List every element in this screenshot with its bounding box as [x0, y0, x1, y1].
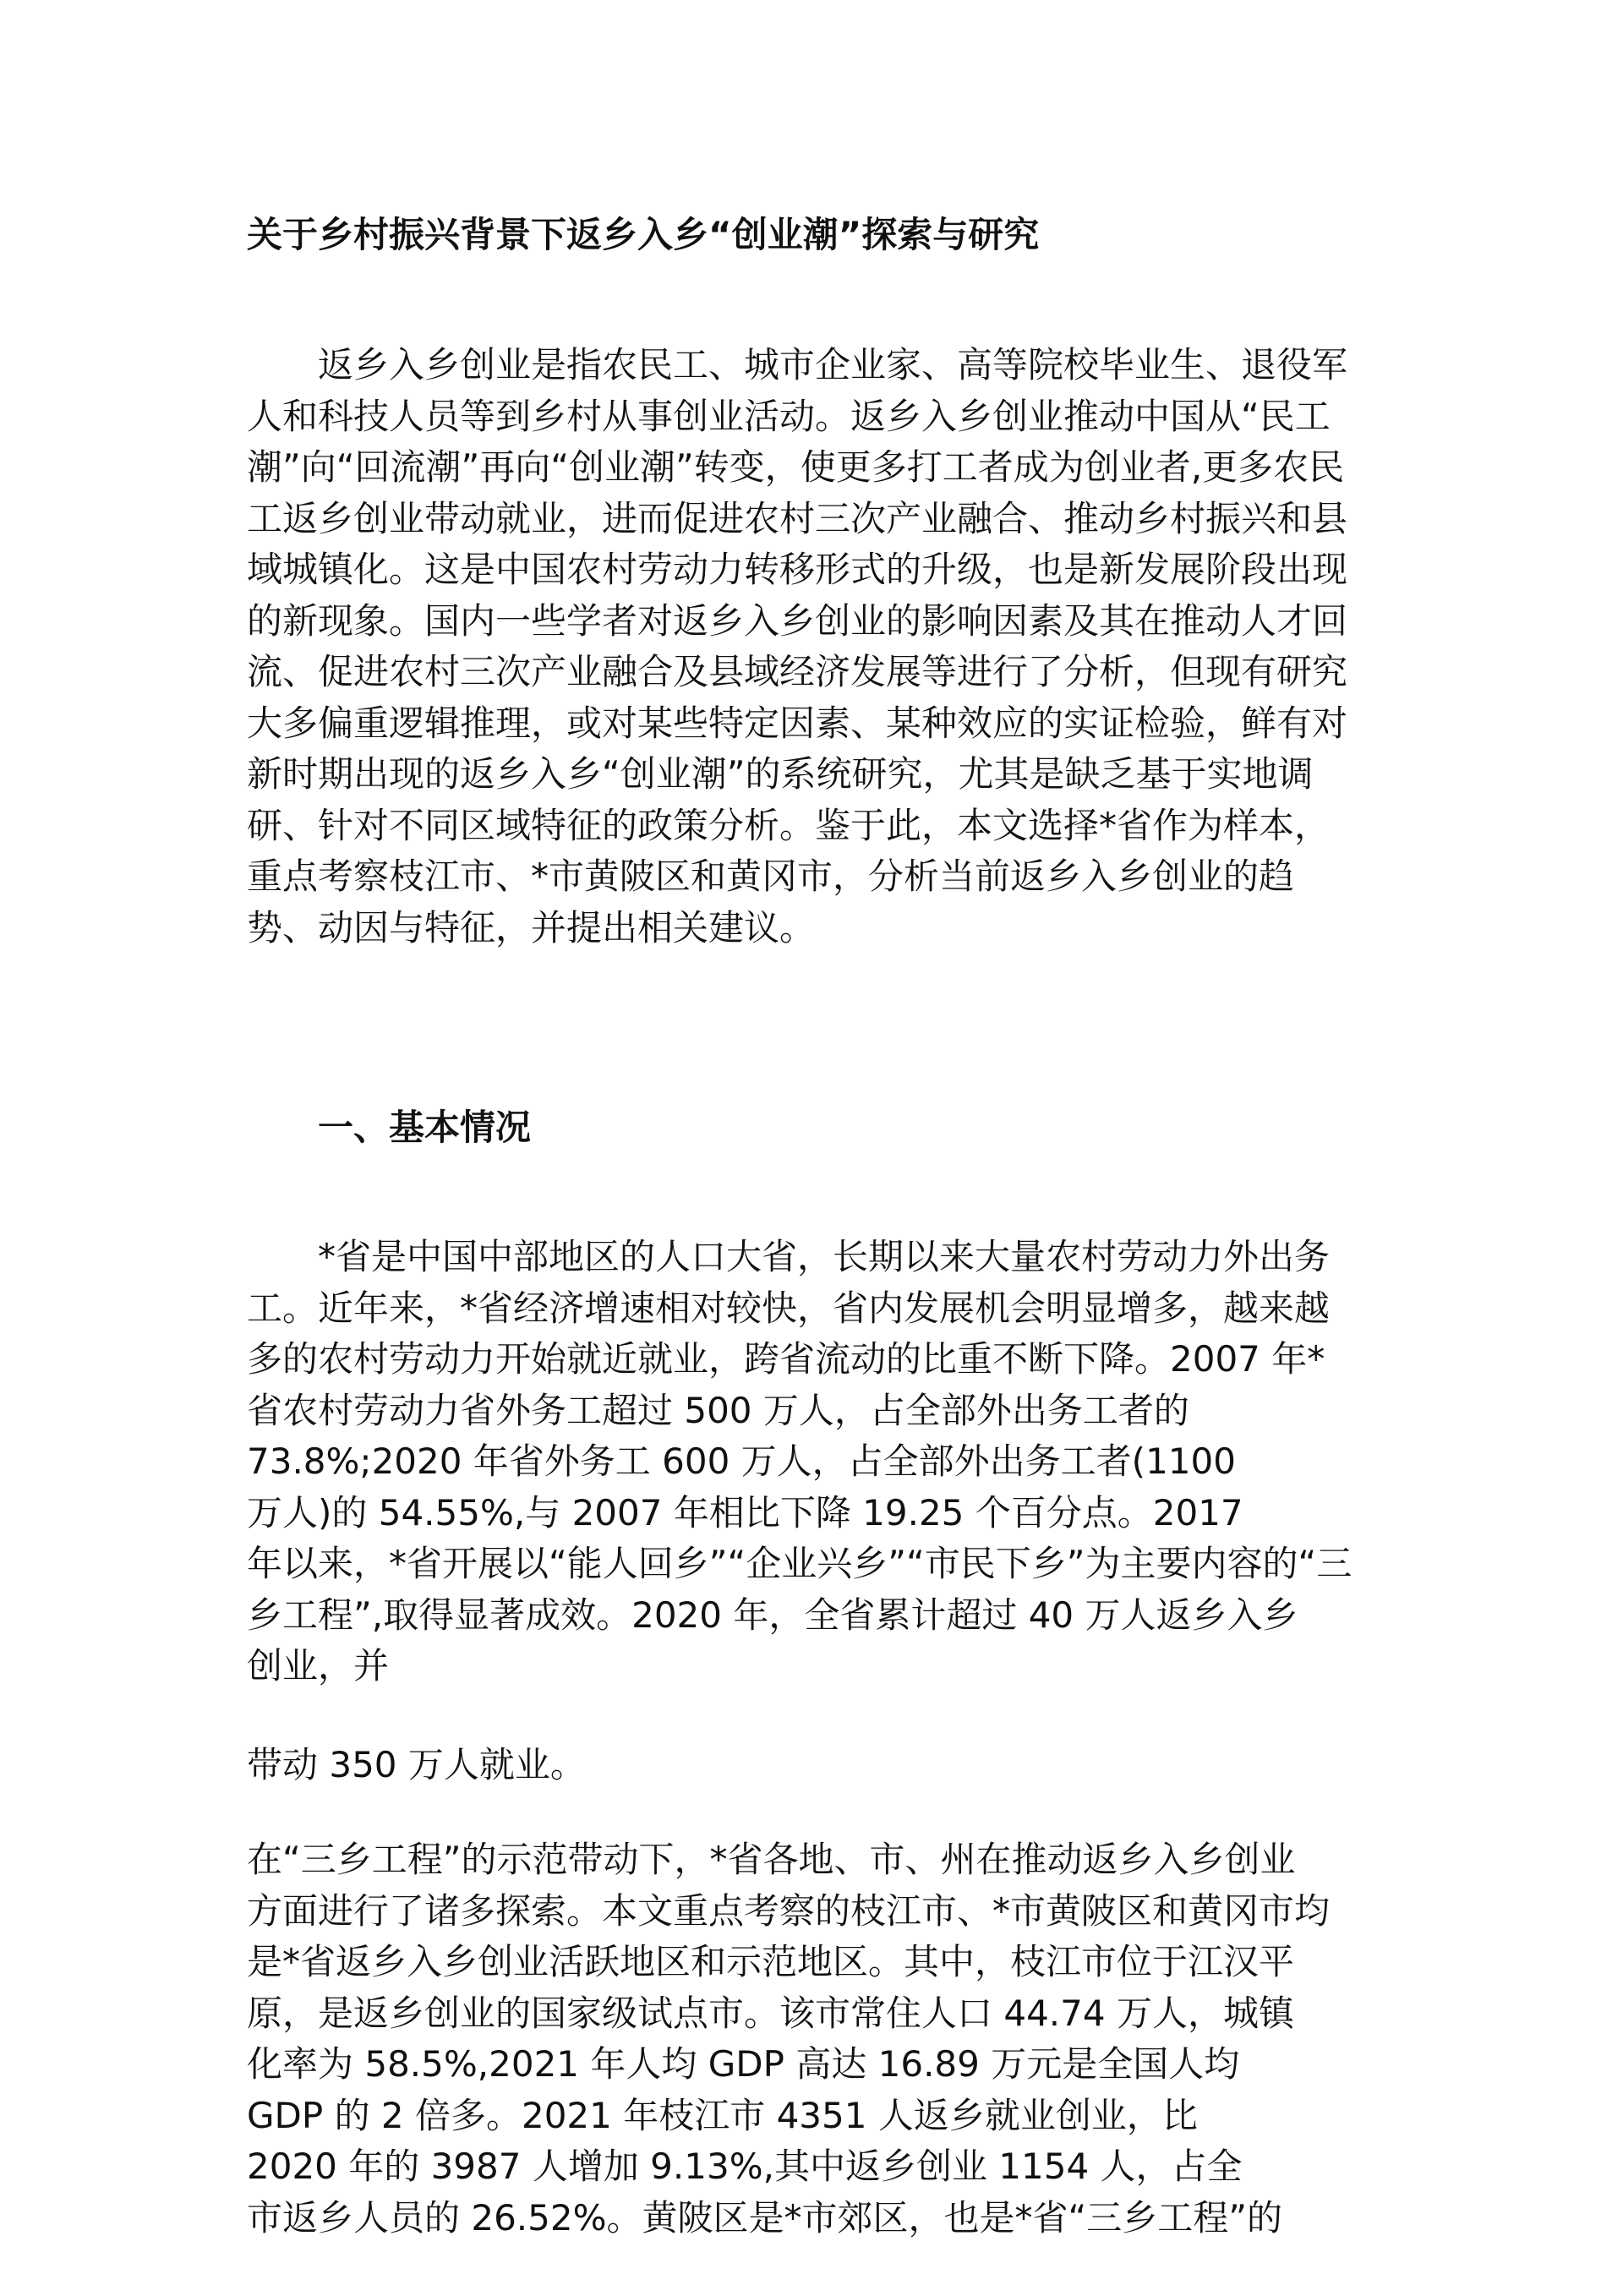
paragraph-line: 多的农村劳动力开始就近就业，跨省流动的比重不断下降。2007 年* [247, 1338, 1325, 1380]
document-title: 关于乡村振兴背景下返乡入乡“创业潮”探索与研究 [247, 214, 1040, 255]
paragraph-line: 的新现象。国内一些学者对返乡入乡创业的影响因素及其在推动人才回 [247, 599, 1348, 642]
paragraph-line: 乡工程”,取得显著成效。2020 年，全省累计超过 40 万人返乡入乡 [247, 1594, 1298, 1636]
paragraph-line: 原，是返乡创业的国家级试点市。该市常住人口 44.74 万人，城镇 [247, 1992, 1294, 2034]
paragraph-line: 工返乡创业带动就业，进而促进农村三次产业融合、推动乡村振兴和县 [247, 497, 1348, 539]
paragraph-line: 潮”向“回流潮”再向“创业潮”转变，使更多打工者成为创业者,更多农民 [247, 446, 1345, 488]
paragraph-line: GDP 的 2 倍多。2021 年枝江市 4351 人返乡就业创业，比 [247, 2094, 1198, 2136]
paragraph-line: 带动 350 万人就业。 [247, 1744, 586, 1785]
paragraph-line: 73.8%;2020 年省外务工 600 万人，占全部外出务工者(1100 [247, 1440, 1236, 1482]
paragraph-line: 工。近年来，*省经济增速相对较快，省内发展机会明显增多，越来越 [247, 1287, 1331, 1329]
basic-situation-paragraph-end [247, 1740, 1396, 1791]
paragraph-line: 创业，并 [247, 1645, 390, 1686]
paragraph-line: 市返乡人员的 26.52%。黄陂区是*市郊区，也是*省“三乡工程”的 [247, 2196, 1283, 2239]
document-page [247, 0, 1396, 2296]
paragraph-line: 势、动因与特征，并提出相关建议。 [247, 906, 816, 948]
basic-situation-paragraph [247, 1232, 1396, 1692]
paragraph-line: 省农村劳动力省外务工超过 500 万人，占全部外出务工者的 [247, 1389, 1189, 1431]
paragraph-line: *省是中国中部地区的人口大省，长期以来大量农村劳动力外出务 [318, 1236, 1331, 1277]
paragraph-line: 年以来，*省开展以“能人回乡”“企业兴乡”“市民下乡”为主要内容的“三 [247, 1543, 1352, 1584]
paragraph-line: 流、促进农村三次产业融合及县域经济发展等进行了分析，但现有研究 [247, 651, 1348, 692]
paragraph-line: 重点考察枝江市、*市黄陂区和黄冈市，分析当前返乡入乡创业的趋 [247, 856, 1295, 897]
paragraph-line: 方面进行了诸多探索。本文重点考察的枝江市、*市黄陂区和黄冈市均 [247, 1889, 1331, 1932]
paragraph-line: 万人)的 54.55%,与 2007 年相比下降 19.25 个百分点。2017 [247, 1491, 1243, 1533]
section-heading-basic-situation: 一、基本情况 [318, 1107, 532, 1148]
paragraph-line: 是*省返乡入乡创业活跃地区和示范地区。其中，枝江市位于江汉平 [247, 1941, 1295, 1982]
paragraph-line: 域城镇化。这是中国农村劳动力转移形式的升级，也是新发展阶段出现 [247, 549, 1348, 590]
paragraph-line: 新时期出现的返乡入乡“创业潮”的系统研究，尤其是缺乏基于实地调 [247, 753, 1314, 795]
paragraph-line: 大多偏重逻辑推理，或对某些特定因素、某种效应的实证检验，鲜有对 [247, 702, 1348, 744]
paragraph-line: 研、针对不同区域特征的政策分析。鉴于此，本文选择*省作为样本， [247, 804, 1331, 846]
paragraph-line: 化率为 58.5%,2021 年人均 GDP 高达 16.89 万元是全国人均 [247, 2043, 1240, 2085]
paragraph-line: 2020 年的 3987 人增加 9.13%,其中返乡创业 1154 人，占全 [247, 2146, 1243, 2187]
three-villages-paragraph [247, 1834, 1396, 2244]
intro-paragraph [247, 340, 1396, 954]
paragraph-line: 返乡入乡创业是指农民工、城市企业家、高等院校毕业生、退役军 [318, 344, 1348, 385]
paragraph-line: 在“三乡工程”的示范带动下，*省各地、市、州在推动返乡入乡创业 [247, 1839, 1296, 1880]
paragraph-line: 人和科技人员等到乡村从事创业活动。返乡入乡创业推动中国从“民工 [247, 395, 1331, 437]
